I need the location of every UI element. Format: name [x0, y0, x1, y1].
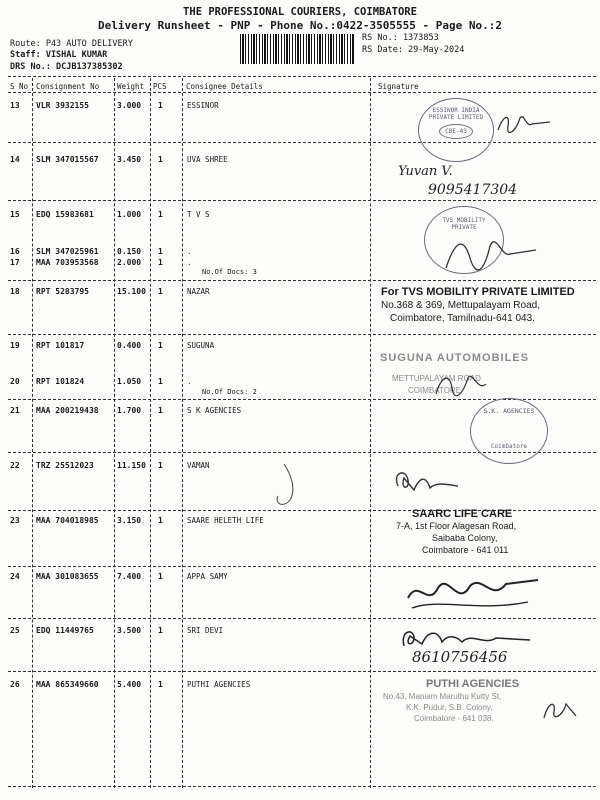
- runsheet-subtitle: Delivery Runsheet - PNP - Phone No.:0422-3505555 - Page No.:2: [98, 19, 502, 32]
- stamp-center: CBE-43: [439, 124, 473, 139]
- docs-count: No.Of Docs: 3: [202, 268, 257, 276]
- row-consignment: RPT 5283795: [36, 287, 89, 296]
- signature-scribble: [398, 568, 548, 618]
- row-consignment: RPT 101824: [36, 377, 85, 386]
- row-consignee: UVA SHREE: [187, 155, 228, 164]
- row-weight: 5.400: [117, 680, 142, 689]
- company-stamp: [418, 98, 494, 162]
- col-head-consignment: Consignment No: [36, 82, 100, 91]
- company-address: No.43, Maniam Maruthu Kutty St,: [383, 692, 502, 701]
- row-weight: 3.450: [117, 155, 142, 164]
- row-sno: 18: [10, 287, 20, 296]
- col-head-weight: Weight: [117, 82, 145, 91]
- company-address: K.K. Pudur, S.B. Colony,: [406, 703, 493, 712]
- header-rule-top: [8, 76, 596, 77]
- row-pcs: 1: [158, 572, 163, 581]
- row-weight: 11.150: [117, 461, 146, 470]
- row-separator: [8, 671, 596, 672]
- staff-label: Staff: VISHAL KUMAR: [10, 50, 108, 60]
- row-pcs: 1: [158, 461, 163, 470]
- row-separator: [8, 566, 596, 567]
- company-address: Saibaba Colony,: [432, 533, 498, 543]
- header-rule-bottom: [8, 92, 596, 93]
- row-sno: 23: [10, 516, 20, 525]
- row-weight: 3.150: [117, 516, 142, 525]
- stamp-bottom-text: Coimbatore: [490, 443, 528, 450]
- company-address: Coimbatore, Tamilnadu-641 043.: [390, 313, 535, 324]
- row-pcs: 1: [158, 516, 163, 525]
- col-divider: [150, 78, 151, 788]
- row-consignee: SAARE HELETH LIFE: [187, 516, 264, 525]
- stamp-text: ESSINOR INDIA PRIVATE LIMITED: [428, 107, 484, 121]
- row-weight: 2.000: [117, 258, 142, 267]
- col-head-signature: Signature: [378, 82, 419, 91]
- signature-scribble: [440, 228, 540, 278]
- row-sno: 17: [10, 258, 20, 267]
- row-sno: 16: [10, 247, 20, 256]
- company-address: METTUPALAYAM ROAD: [392, 374, 481, 383]
- row-consignee: S K AGENCIES: [187, 406, 242, 415]
- row-consignment: TRZ 25512023: [36, 461, 94, 470]
- company-address: No.368 & 369, Mettupalayam Road,: [381, 300, 540, 311]
- row-consignment: MAA 704018985: [36, 516, 99, 525]
- row-weight: 15.100: [117, 287, 146, 296]
- rs-date-label: RS Date: 29-May-2024: [362, 45, 465, 55]
- row-consignment: SLM 347025961: [36, 247, 99, 256]
- company-name: For TVS MOBILITY PRIVATE LIMITED: [381, 286, 575, 298]
- row-consignee: SRI DEVI: [187, 626, 224, 635]
- company-address: COIMBATORE: [408, 386, 462, 395]
- row-weight: 0.150: [117, 247, 142, 256]
- row-consignment: MAA 301083655: [36, 572, 99, 581]
- col-divider: [182, 78, 183, 788]
- row-consignee: ESSINOR: [187, 101, 219, 110]
- row-separator: [8, 280, 596, 281]
- row-pcs: 1: [158, 341, 163, 350]
- col-head-pcs: PCS: [153, 82, 167, 91]
- signature-scribble: [430, 366, 500, 402]
- row-consignee: NAZAR: [187, 287, 210, 296]
- row-consignee: APPA SAMY: [187, 572, 228, 581]
- row-pcs: 1: [158, 155, 163, 164]
- row-pcs: 1: [158, 287, 163, 296]
- stamp-text: S.K. AGENCIES: [483, 407, 535, 415]
- row-consignee: SUGUNA: [187, 341, 215, 350]
- row-consignee: PUTHI AGENCIES: [187, 680, 251, 689]
- rs-no-label: RS No.: 1373853: [362, 33, 439, 43]
- row-sno: 19: [10, 341, 20, 350]
- handwritten-name: Yuvan V.: [398, 164, 453, 179]
- row-separator: [8, 786, 596, 787]
- row-sno: 14: [10, 155, 20, 164]
- col-divider: [114, 78, 115, 788]
- row-weight: 3.000: [117, 101, 142, 110]
- row-consignment: VLR 3932155: [36, 101, 89, 110]
- row-pcs: 1: [158, 626, 163, 635]
- row-pcs: 1: [158, 258, 163, 267]
- company-address: 7-A, 1st Floor Alagesan Road,: [396, 521, 517, 531]
- row-weight: 7.400: [117, 572, 142, 581]
- row-pcs: 1: [158, 406, 163, 415]
- row-weight: 1.050: [117, 377, 142, 386]
- row-consignment: MAA 865349660: [36, 680, 99, 689]
- company-name: SUGUNA AUTOMOBILES: [380, 352, 529, 364]
- row-consignee: T V S: [187, 210, 210, 219]
- row-separator: [8, 334, 596, 335]
- row-pcs: 1: [158, 210, 163, 219]
- signature-scribble: [540, 694, 580, 724]
- row-consignment: EDQ 15983681: [36, 210, 94, 219]
- row-separator: [8, 200, 596, 201]
- row-pcs: 1: [158, 101, 163, 110]
- company-name: PUTHI AGENCIES: [426, 678, 520, 690]
- row-weight: 1.700: [117, 406, 142, 415]
- row-sno: 20: [10, 377, 20, 386]
- row-sno: 13: [10, 101, 20, 110]
- handwritten-phone: 9095417304: [428, 182, 518, 198]
- row-consignment: MAA 703953568: [36, 258, 99, 267]
- row-consignment: SLM 347015567: [36, 155, 99, 164]
- row-sno: 24: [10, 572, 20, 581]
- row-sno: 26: [10, 680, 20, 689]
- barcode: [240, 34, 354, 64]
- handwritten-phone: 8610756456: [412, 648, 508, 666]
- row-consignee: .: [187, 247, 192, 256]
- row-pcs: 1: [158, 247, 163, 256]
- row-separator: [8, 618, 596, 619]
- col-head-consignee: Consignee Details: [186, 82, 263, 91]
- company-stamp: [470, 398, 548, 464]
- col-divider: [32, 78, 33, 788]
- col-divider: [370, 78, 371, 788]
- row-consignee: .: [187, 258, 192, 267]
- row-sno: 25: [10, 626, 20, 635]
- company-name: SAARC LIFE CARE: [412, 508, 513, 520]
- company-address: Coimbatore - 641 038.: [414, 714, 494, 723]
- row-weight: 0.400: [117, 341, 142, 350]
- row-sno: 21: [10, 406, 20, 415]
- docs-count: No.Of Docs: 2: [202, 388, 257, 396]
- row-consignment: MAA 200219438: [36, 406, 99, 415]
- row-sno: 22: [10, 461, 20, 470]
- signature-scribble: [388, 462, 468, 498]
- row-consignee: VAMAN: [187, 461, 210, 470]
- company-address: Coimbatore - 641 011: [422, 545, 509, 555]
- drs-label: DRS No.: DCJB137385302: [10, 62, 123, 72]
- row-consignment: EDQ 11449765: [36, 626, 94, 635]
- row-sno: 15: [10, 210, 20, 219]
- stamp-text: TVS MOBILITY PRIVATE: [442, 217, 486, 231]
- col-head-sno: S No: [10, 82, 29, 91]
- row-pcs: 1: [158, 377, 163, 386]
- row-pcs: 1: [158, 680, 163, 689]
- row-consignment: RPT 101817: [36, 341, 85, 350]
- signature-scribble: [494, 108, 554, 138]
- company-title: THE PROFESSIONAL COURIERS, COIMBATORE: [183, 6, 417, 18]
- row-consignee: .: [187, 377, 192, 386]
- row-weight: 1.000: [117, 210, 142, 219]
- row-weight: 3.500: [117, 626, 142, 635]
- row-separator: [8, 142, 596, 143]
- pen-stroke: [262, 460, 342, 510]
- route-label: Route: P43 AUTO DELIVERY: [10, 39, 133, 49]
